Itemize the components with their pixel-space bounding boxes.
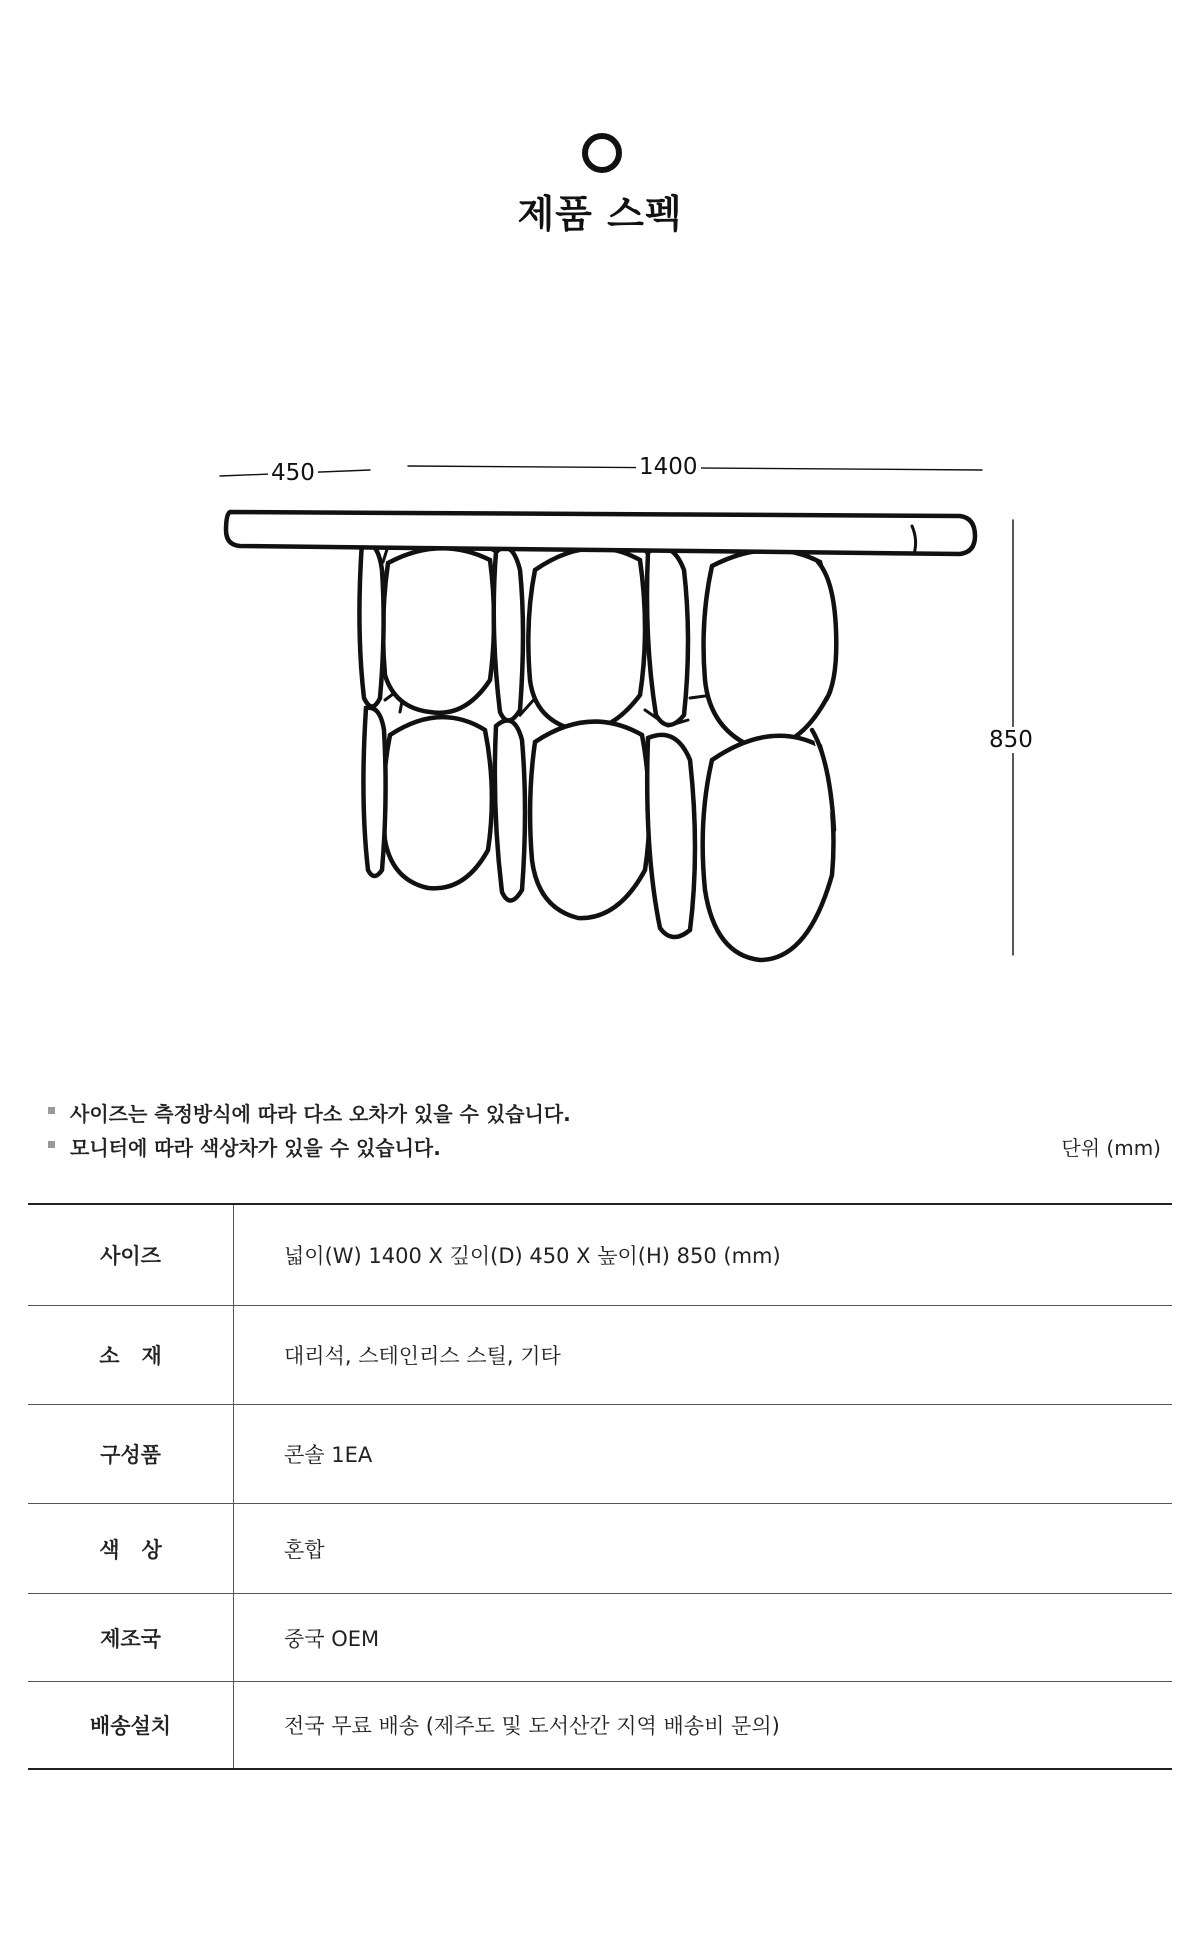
depth-dimension-label: 450: [268, 460, 318, 486]
spec-value: 콘솔 1EA: [284, 1443, 373, 1467]
note-item: [48, 1132, 1168, 1166]
note-text: 모니터에 따라 색상차가 있을 수 있습니다.: [70, 1136, 441, 1160]
table-row: [28, 1306, 1172, 1405]
product-drawing: [0, 430, 1200, 990]
note-item: [48, 1098, 1168, 1132]
console-line-drawing: [0, 430, 1200, 990]
spec-value: 넓이(W) 1400 X 깊이(D) 450 X 높이(H) 850 (mm): [284, 1244, 781, 1268]
spec-value: 혼합: [284, 1537, 325, 1562]
spec-label: 색 상: [28, 1504, 234, 1593]
unit-label: 단위 (mm): [1061, 1136, 1161, 1160]
height-dimension-label: 850: [986, 727, 1036, 753]
spec-value: 중국 OEM: [284, 1626, 380, 1651]
large-discs: [383, 548, 833, 960]
spec-label: 소 재: [28, 1306, 234, 1404]
table-row: [28, 1504, 1172, 1594]
spec-label: 구성품: [28, 1405, 234, 1503]
spec-value: 전국 무료 배송 (제주도 및 도서산간 지역 배송비 문의): [284, 1714, 780, 1738]
console-top-slab: [226, 512, 975, 554]
spec-label: 배송설치: [28, 1682, 234, 1768]
page-title: 제품 스펙: [517, 192, 683, 236]
spec-label: 제조국: [28, 1594, 234, 1681]
spec-table: [28, 1203, 1172, 1770]
spec-value: 대리석, 스테인리스 스틸, 기타: [284, 1344, 561, 1368]
spec-label: 사이즈: [28, 1205, 234, 1305]
square-bullet-icon: [48, 1141, 55, 1148]
notes-list: [48, 1098, 1168, 1166]
table-row: [28, 1405, 1172, 1504]
square-bullet-icon: [48, 1107, 55, 1114]
circle-icon: [582, 133, 622, 173]
table-row: [28, 1205, 1172, 1306]
table-row: [28, 1682, 1172, 1768]
table-row: [28, 1594, 1172, 1682]
width-dimension-label: 1400: [636, 454, 701, 480]
note-text: 사이즈는 측정방식에 따라 다소 오차가 있을 수 있습니다.: [70, 1102, 571, 1126]
